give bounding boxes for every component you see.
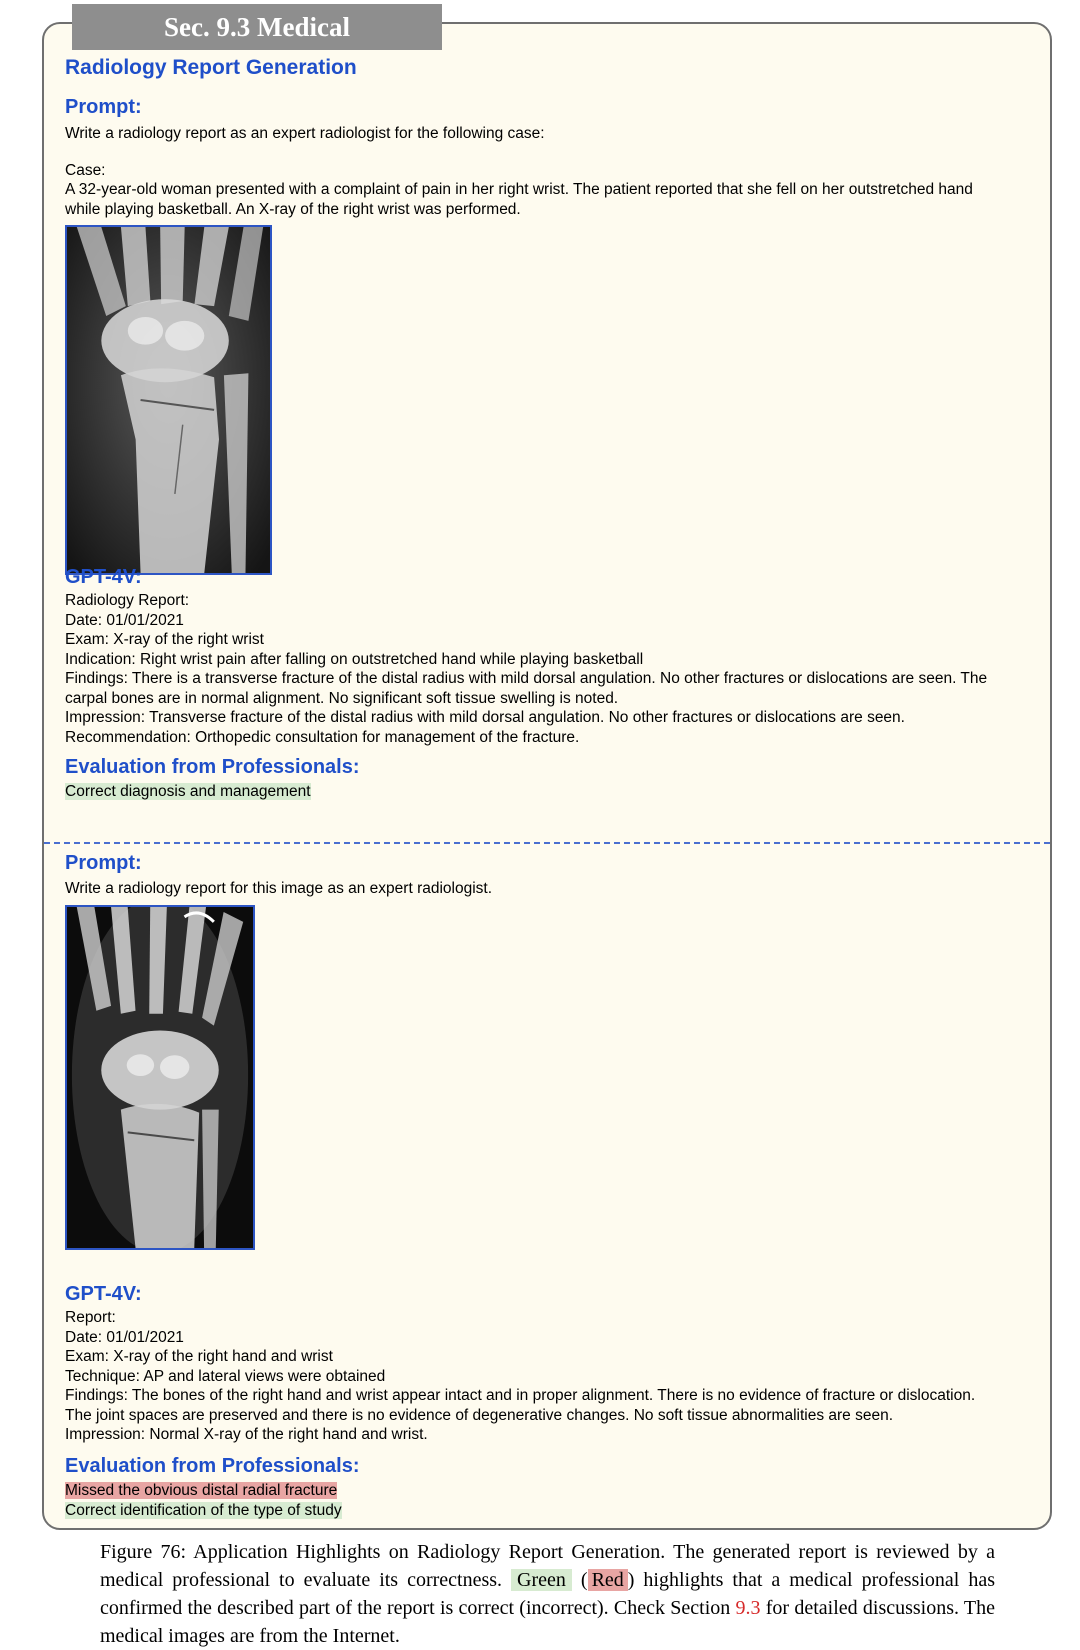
case2-response-text (65, 1308, 1040, 1445)
case2-prompt-text (65, 879, 1040, 899)
response-line: Impression: Transverse fracture of the distal radius with mild dorsal angulation. No other fractures or dislocations are seen. (65, 709, 905, 726)
evaluation-incorrect-highlight: Missed the obvious distal radial fracture (65, 1482, 338, 1499)
case1-evaluation-heading: Evaluation from Professionals: (65, 756, 360, 778)
prompt-line: Write a radiology report for this image as an expert radiologist. (65, 880, 493, 897)
caption-red-label: Red (588, 1569, 628, 1591)
response-line: Exam: X-ray of the right wrist (65, 631, 264, 648)
case2-prompt-heading: Prompt: (65, 852, 142, 874)
response-line: Impression: Normal X-ray of the right hand and wrist. (65, 1426, 428, 1443)
response-line: Indication: Right wrist pain after falling on outstretched hand while playing basketball (65, 650, 644, 668)
case1-evaluation (65, 782, 1040, 802)
panel-title: Radiology Report Generation (65, 56, 357, 79)
caption-text: Figure 76: Application Highlights on Radiology Report Generation. The generated report is reviewed by a medical professional to evaluate its correctness. (100, 1541, 995, 1591)
evaluation-correct-highlight: Correct diagnosis and management (65, 783, 311, 800)
response-line: The joint spaces are preserved and there is no evidence of degenerative changes. No soft tissue abnormalities are seen. (65, 1406, 894, 1424)
response-line: Findings: There is a transverse fracture of the distal radius with mild dorsal angulation. No other fractures or dislocations are seen. The (65, 670, 988, 687)
caption-green-label: Green (511, 1569, 572, 1591)
evaluation-correct-highlight: Correct identification of the type of study (65, 1501, 342, 1519)
response-line: Date: 01/01/2021 (65, 611, 184, 629)
case2-response-heading: GPT-4V: (65, 1283, 142, 1305)
caption-text: for detailed discussions. The medical images are from the Internet. (100, 1597, 995, 1647)
response-line: carpal bones are in normal alignment. No significant soft tissue swelling is noted. (65, 689, 619, 707)
prompt-line: while playing basketball. An X-ray of the right wrist was performed. (65, 200, 521, 218)
prompt-line: Write a radiology report as an expert radiologist for the following case: (65, 125, 545, 142)
response-line: Report: (65, 1309, 116, 1326)
case1-prompt-text (65, 124, 1040, 219)
caption-paren: ( (571, 1569, 588, 1591)
case2-evaluation-heading: Evaluation from Professionals: (65, 1455, 360, 1477)
case2-evaluation (65, 1481, 1040, 1520)
response-line: Recommendation: Orthopedic consultation for management of the fracture. (65, 728, 580, 746)
response-line: Radiology Report: (65, 592, 190, 609)
figure-caption (100, 1538, 995, 1650)
hand-wrist-xray-image (65, 905, 255, 1250)
case1-prompt-heading: Prompt: (65, 96, 142, 118)
response-line: Exam: X-ray of the right hand and wrist (65, 1348, 333, 1365)
section-tab: Sec. 9.3 Medical (72, 4, 442, 50)
response-line: Date: 01/01/2021 (65, 1328, 184, 1346)
case1-response-text (65, 591, 1040, 747)
response-line: Technique: AP and lateral views were obtained (65, 1367, 386, 1385)
section-link[interactable]: 9.3 (735, 1597, 761, 1619)
caption-text: ) highlights that a medical professional has confirmed the described part of the report is correct (incorrect). Check Section (100, 1569, 995, 1619)
prompt-line: Case: (65, 161, 106, 179)
section-divider (44, 842, 1050, 844)
prompt-line: A 32-year-old woman presented with a complaint of pain in her right wrist. The patient reported that she fell on her outstretched hand (65, 181, 973, 198)
case1-response-heading: GPT-4V: (65, 566, 142, 588)
response-line: Findings: The bones of the right hand and wrist appear intact and in proper alignment. There is no evidence of fracture or dislocation. (65, 1387, 976, 1404)
wrist-xray-image (65, 225, 272, 575)
